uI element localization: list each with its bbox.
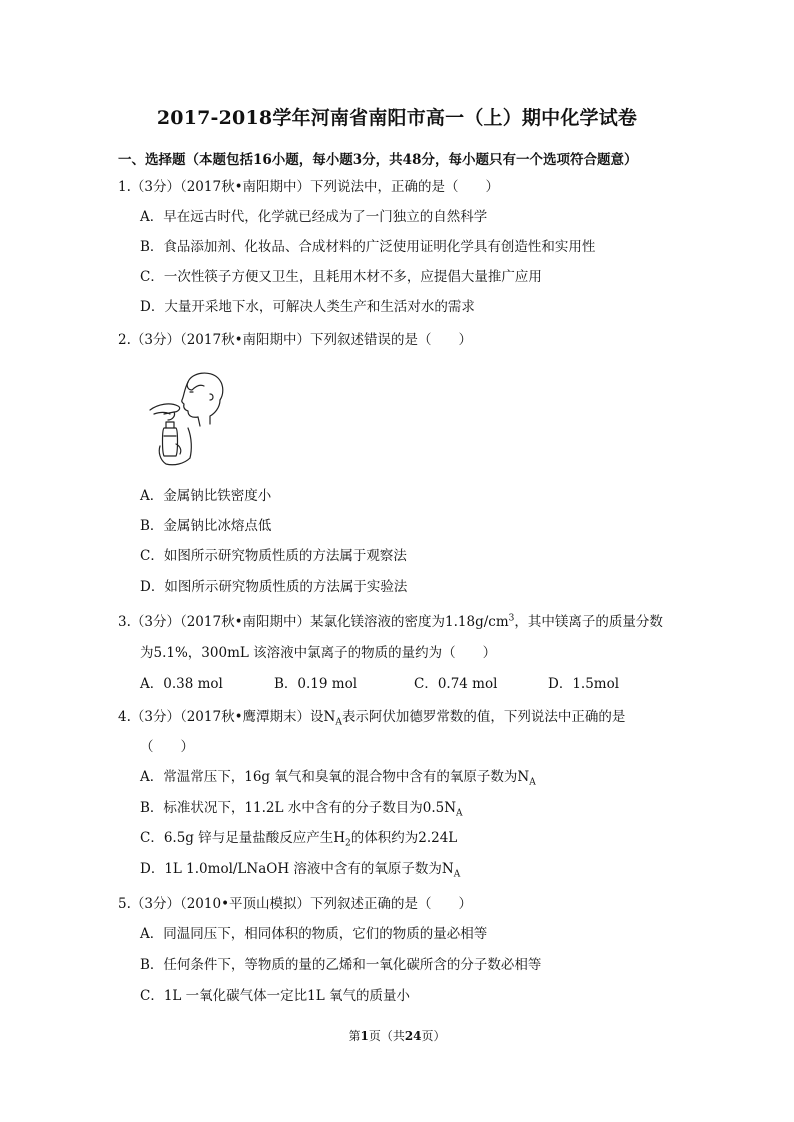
- footer-text: 页）: [421, 1029, 446, 1043]
- question-4-option-a: [140, 768, 536, 786]
- question-1-option-c: C．一次性筷子方便又卫生，且耗用木材不多，应提倡大量推广应用: [140, 269, 542, 285]
- section-heading: 一、选择题（本题包括16小题，每小题3分，共48分，每小题只有一个选项符合题意）: [118, 152, 638, 168]
- question-4-option-b-text: B．标准状况下，11.2L 水中含有的分子数目为0.5N: [140, 800, 457, 816]
- page-title: 2017-2018学年河南省南阳市高一（上）期中化学试卷: [156, 107, 638, 129]
- subscript-a: A: [529, 777, 536, 788]
- question-4-stem: [118, 708, 625, 726]
- question-3-option-b: B．0.19 mol: [274, 676, 358, 692]
- question-4-option-b: [140, 799, 463, 817]
- question-2-stem: 2.（3分）（2017秋•南阳期中）下列叙述错误的是（ ）: [118, 332, 473, 348]
- question-1-option-a: A．早在远古时代，化学就已经成为了一门独立的自然科学: [140, 209, 488, 225]
- question-1-stem: 1.（3分）（2017秋•南阳期中）下列说法中，正确的是（ ）: [118, 179, 500, 195]
- question-5-stem: 5.（3分）（2010•平顶山模拟）下列叙述正确的是（ ）: [118, 896, 473, 912]
- question-4-option-c: [140, 829, 457, 847]
- subscript-a: A: [456, 808, 463, 819]
- current-page-number: 1: [360, 1029, 369, 1043]
- subscript-a: A: [453, 869, 461, 880]
- question-2-option-c: C．如图所示研究物质性质的方法属于观察法: [140, 548, 407, 564]
- question-4-option-d: [140, 860, 460, 878]
- total-page-count: 24: [404, 1029, 422, 1043]
- question-3-options: [140, 675, 640, 693]
- question-3-stem-part: 3.（3分）（2017秋•南阳期中）某氯化镁溶液的密度为1.18g/cm: [118, 614, 509, 630]
- page-footer: [0, 1027, 794, 1044]
- question-1-option-d: D．大量开采地下水，可解决人类生产和生活对水的需求: [140, 299, 475, 315]
- footer-text: 页（共: [368, 1029, 405, 1043]
- question-4-stem-part: 表示阿伏加德罗常数的值，下列说法中正确的是: [341, 709, 626, 725]
- question-3-option-a: A．0.38 mol: [140, 676, 223, 692]
- question-4-stem-part: 4.（3分）（2017秋•鹰潭期末）设N: [118, 709, 336, 725]
- question-3-option-d: D．1.5mol: [548, 676, 620, 692]
- question-4-option-c-text: C．6.5g 锌与足量盐酸反应产生H: [140, 830, 346, 846]
- footer-text: 第: [348, 1029, 361, 1043]
- question-5-option-b: B．任何条件下，等物质的量的乙烯和一氧化碳所含的分子数必相等: [140, 957, 542, 973]
- question-5-option-c: C．1L 一氧化碳气体一定比1L 氧气的质量小: [140, 988, 411, 1004]
- question-2-option-b: B．金属钠比冰熔点低: [140, 518, 272, 534]
- question-3-stem: [118, 613, 663, 631]
- question-5-option-a: A．同温同压下，相同体积的物质，它们的物质的量必相等: [140, 926, 488, 942]
- question-2-option-a: A．金属钠比铁密度小: [140, 488, 272, 504]
- question-4-option-d-text: D．1L 1.0mol/LNaOH 溶液中含有的氧原子数为N: [140, 861, 454, 877]
- question-3-stem-part: ，其中镁离子的质量分数: [514, 614, 663, 630]
- question-1-option-b: B．食品添加剂、化妆品、合成材料的广泛使用证明化学具有创造性和实用性: [140, 239, 596, 255]
- superscript-3: 3: [508, 613, 515, 624]
- subscript-2: 2: [345, 838, 351, 849]
- question-2-option-d: D．如图所示研究物质性质的方法属于实验法: [140, 579, 408, 595]
- question-3-option-c: C．0.74 mol: [414, 676, 498, 692]
- question-4-stem-line-2: （ ）: [140, 739, 194, 755]
- question-4-option-a-text: A．常温常压下，16g 氧气和臭氧的混合物中含有的氧原子数为N: [140, 769, 530, 785]
- person-smelling-bottle-figure: [148, 368, 226, 470]
- question-4-option-c-text: 的体积约为2.24L: [350, 830, 458, 846]
- question-3-stem-line-2: 为5.1%，300mL 该溶液中氯离子的物质的量约为（ ）: [140, 645, 497, 661]
- subscript-a: A: [335, 717, 342, 728]
